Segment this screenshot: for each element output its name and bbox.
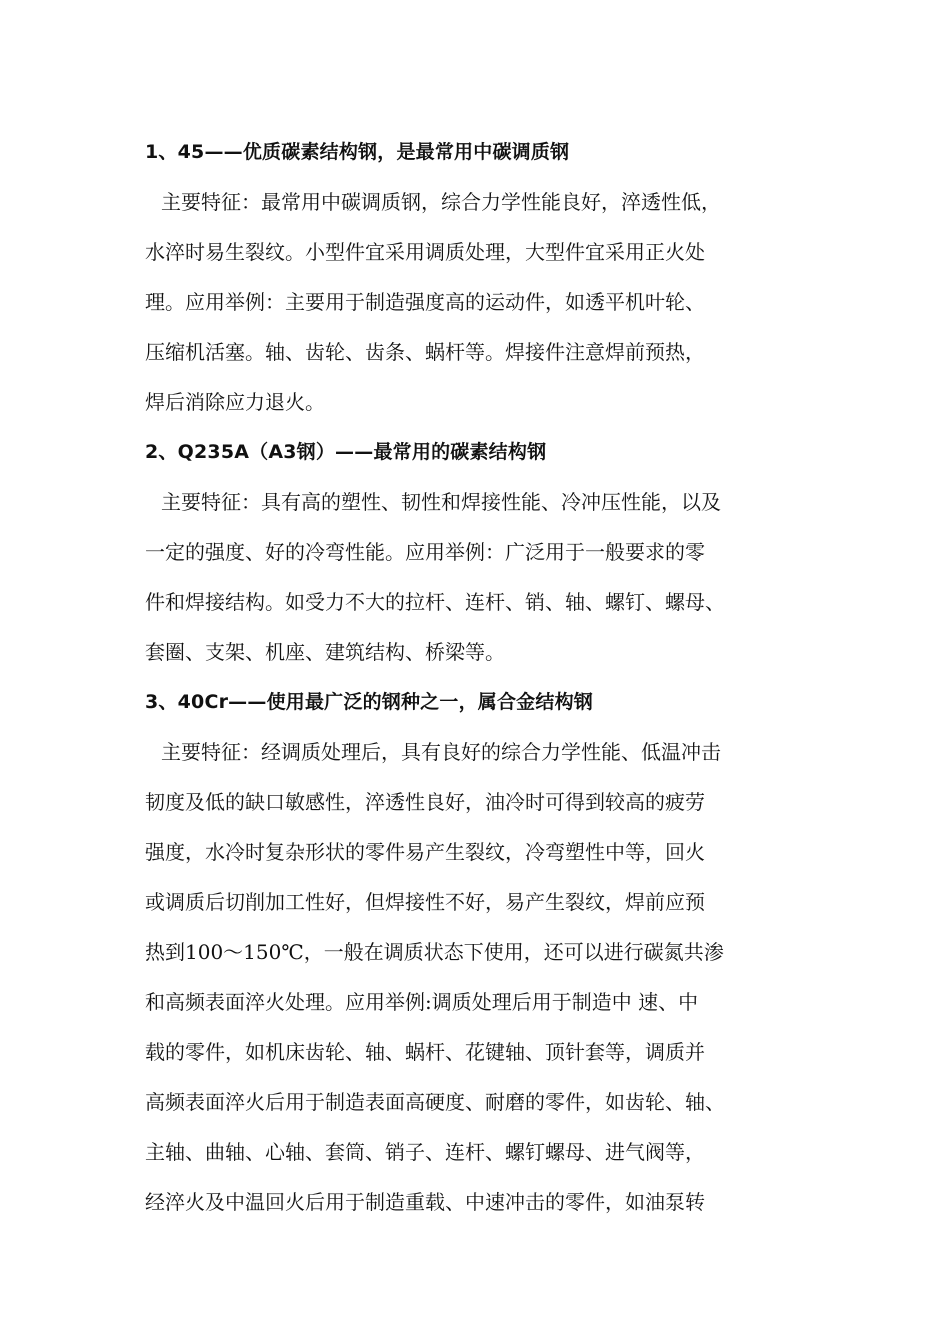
paragraph-line: 主要特征：经调质处理后，具有良好的综合力学性能、低温冲击 bbox=[161, 740, 721, 764]
paragraph-line: 强度，水冷时复杂形状的零件易产生裂纹，冷弯塑性中等，回火 bbox=[145, 840, 705, 864]
section-3 bbox=[145, 677, 810, 1227]
paragraph-line: 件和焊接结构。如受力不大的拉杆、连杆、销、轴、螺钉、螺母、 bbox=[145, 590, 725, 614]
section-1 bbox=[145, 127, 810, 427]
paragraph-line: 经淬火及中温回火后用于制造重载、中速冲击的零件，如油泵转 bbox=[145, 1190, 705, 1214]
paragraph-line: 一定的强度、好的冷弯性能。应用举例：广泛用于一般要求的零 bbox=[145, 540, 705, 564]
paragraph-line: 套圈、支架、机座、建筑结构、桥梁等。 bbox=[145, 640, 505, 664]
paragraph-line: 载的零件，如机床齿轮、轴、蜗杆、花键轴、顶针套等，调质并 bbox=[145, 1040, 705, 1064]
document-body bbox=[145, 127, 810, 1227]
paragraph-line: 和高频表面淬火处理。应用举例:调质处理后用于制造中 速、中 bbox=[145, 990, 699, 1014]
paragraph-line: 热到100～150℃，一般在调质状态下使用，还可以进行碳氮共渗 bbox=[145, 940, 724, 964]
paragraph-line: 主要特征：最常用中碳调质钢，综合力学性能良好，淬透性低， bbox=[161, 190, 721, 214]
paragraph-line: 主轴、曲轴、心轴、套筒、销子、连杆、螺钉螺母、进气阀等， bbox=[145, 1140, 705, 1164]
paragraph-line: 韧度及低的缺口敏感性，淬透性良好，油冷时可得到较高的疲劳 bbox=[145, 790, 705, 814]
paragraph-line: 压缩机活塞。轴、齿轮、齿条、蜗杆等。焊接件注意焊前预热， bbox=[145, 340, 705, 364]
paragraph-line: 理。应用举例：主要用于制造强度高的运动件，如透平机叶轮、 bbox=[145, 290, 705, 314]
section-2 bbox=[145, 427, 810, 677]
paragraph-line: 或调质后切削加工性好，但焊接性不好，易产生裂纹，焊前应预 bbox=[145, 890, 705, 914]
paragraph-line: 主要特征：具有高的塑性、韧性和焊接性能、冷冲压性能，以及 bbox=[161, 490, 721, 514]
section-paragraph bbox=[145, 727, 810, 1227]
section-paragraph bbox=[145, 177, 810, 427]
paragraph-line: 水淬时易生裂纹。小型件宜采用调质处理，大型件宜采用正火处 bbox=[145, 240, 705, 264]
section-heading: 2、Q235A（A3钢）——最常用的碳素结构钢 bbox=[145, 441, 547, 463]
section-paragraph bbox=[145, 477, 810, 677]
paragraph-line: 焊后消除应力退火。 bbox=[145, 390, 325, 414]
section-heading: 1、45——优质碳素结构钢，是最常用中碳调质钢 bbox=[145, 141, 570, 163]
paragraph-line: 高频表面淬火后用于制造表面高硬度、耐磨的零件，如齿轮、轴、 bbox=[145, 1090, 725, 1114]
section-heading: 3、40Cr——使用最广泛的钢种之一，属合金结构钢 bbox=[145, 691, 593, 713]
